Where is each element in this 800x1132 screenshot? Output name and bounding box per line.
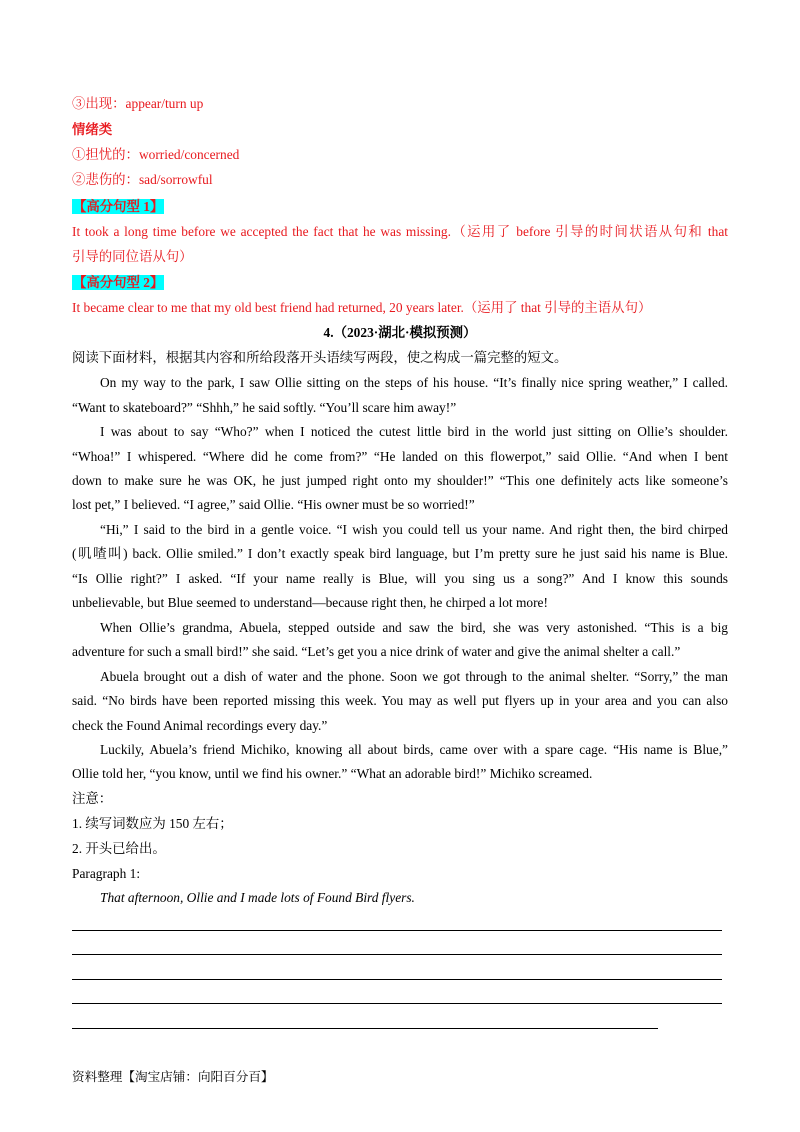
passage-line: adventure for such a small bird!” she said. “Let’s get you a nice drink of water and give the animal shelter a call.” [72, 644, 681, 659]
passage-line: On my way to the park, I saw Ollie sitting on the steps of his house. “It’s finally nice spring weather,” I called. [100, 375, 728, 390]
sentence-pattern-2-line1: It became clear to me that my old best friend had returned, 20 years later.（运用了 that 引导的主语从句） [72, 300, 652, 315]
passage-line: “Is Ollie right?” I asked. “If your name really is Blue, will you sing us a song?” And I know this sounds [72, 571, 728, 586]
passage-line: “Whoa!” I whispered. “Where did he come from?” “He landed on this flowerpot,” said Ollie. “And when I bent [72, 449, 728, 464]
passage-line: “Want to skateboard?” “Shhh,” he said softly. “You’ll scare him away!” [72, 400, 457, 415]
vocab-item-appear: ③出现：appear/turn up [72, 96, 204, 111]
writing-line [72, 1028, 658, 1029]
sentence-pattern-1-tag: 【高分句型 1】 [73, 199, 164, 214]
passage-line: I was about to say “Who?” when I noticed the cutest little bird in the world just sitting on Ollie’s shoulder. [100, 424, 728, 439]
vocab-item-sad: ②悲伤的：sad/sorrowful [72, 172, 213, 187]
footer-credit: 资料整理【淘宝店铺：向阳百分百】 [72, 1070, 274, 1084]
sentence-pattern-1-line1: It took a long time before we accepted the fact that he was missing.（运用了 before 引导的时间状语从句和 that [72, 224, 728, 239]
sentence-pattern-1-line2: 引导的同位语从句） [72, 249, 193, 264]
passage-line: lost pet,” I believed. “I agree,” said Ollie. “His owner must be so worried!” [72, 497, 475, 512]
passage-line: said. “No birds have been reported missing this week. You may as well put flyers up in your area and you can also [72, 693, 728, 708]
note-item: 2. 开头已给出。 [72, 841, 166, 856]
passage-line: check the Found Animal recordings every day.” [72, 718, 328, 733]
passage-line: unbelievable, but Blue seemed to understand—because right then, he chirped a lot more! [72, 595, 548, 610]
paragraph-1-opening: That afternoon, Ollie and I made lots of Found Bird flyers. [100, 890, 415, 905]
passage-line: “Hi,” I said to the bird in a gentle voice. “I wish you could tell us your name. And right then, the bird chirped [100, 522, 728, 537]
sentence-pattern-1-tag-row [72, 195, 728, 220]
writing-line [72, 930, 722, 931]
vocab-item-worried: ①担忧的：worried/concerned [72, 147, 240, 162]
notes-title: 注意： [72, 791, 113, 806]
passage-line: Abuela brought out a dish of water and the phone. Soon we got through to the animal shelter. “Sorry,” the man [100, 669, 728, 684]
paragraph-1-label: Paragraph 1: [72, 866, 141, 881]
writing-line [72, 1003, 722, 1004]
passage-line: When Ollie’s grandma, Abuela, stepped outside and saw the bird, she was very astonished. “This is a big [100, 620, 728, 635]
sentence-pattern-2-tag-row [72, 271, 728, 296]
writing-line [72, 979, 722, 980]
passage-line: Ollie told her, “you know, until we find his owner.” “What an adorable bird!” Michiko screamed. [72, 766, 593, 781]
passage-line: (叽喳叫) back. Ollie smiled.” I don’t exactly speak bird language, but I’m pretty sure he just said his name is Blue. [72, 546, 728, 561]
passage-line: Luckily, Abuela’s friend Michiko, knowing all about birds, came over with a spare cage. “His name is Blue,” [100, 742, 728, 757]
note-item: 1. 续写词数应为 150 左右； [72, 816, 233, 831]
vocab-category-emotion: 情绪类 [72, 122, 113, 137]
writing-line [72, 954, 722, 955]
sentence-pattern-2-tag: 【高分句型 2】 [73, 275, 164, 290]
task-instruction: 阅读下面材料，根据其内容和所给段落开头语续写两段，使之构成一篇完整的短文。 [72, 350, 568, 365]
passage-line: down to make sure he was OK, he just jumped right onto my shoulder!” “This one definitely acts like someone’s [72, 473, 728, 488]
task-heading: 4.（2023·湖北·模拟预测） [323, 325, 477, 340]
